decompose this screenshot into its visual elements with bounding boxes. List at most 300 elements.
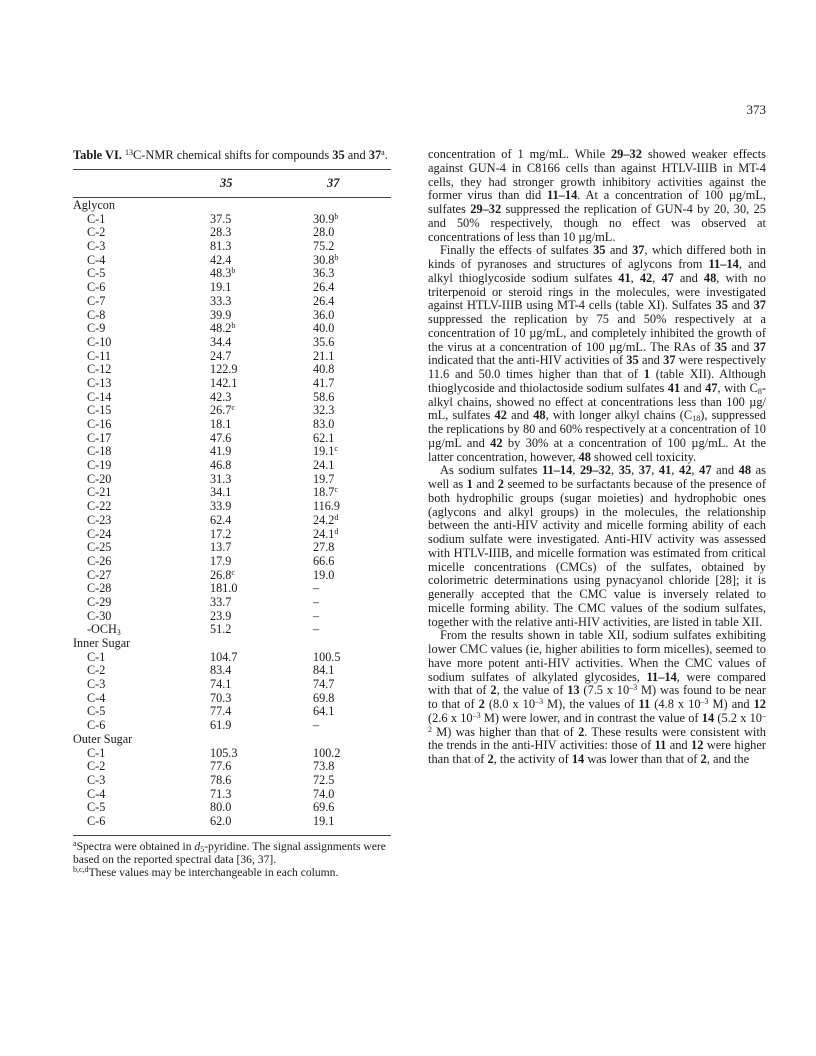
carbon-label-text: C-2 bbox=[87, 225, 106, 240]
table-row bbox=[73, 541, 391, 555]
carbon-label-text: C-27 bbox=[87, 567, 112, 582]
shift-35 bbox=[210, 760, 231, 774]
table-row bbox=[73, 418, 391, 432]
shift-35-value: 34.4 bbox=[210, 334, 232, 349]
table-row bbox=[73, 473, 391, 487]
shift-37 bbox=[313, 760, 334, 774]
shift-35-value: 61.9 bbox=[210, 718, 232, 733]
shift-37 bbox=[313, 719, 319, 733]
shift-37-value: 74.0 bbox=[313, 786, 335, 801]
shift-37 bbox=[313, 281, 334, 295]
shift-35 bbox=[210, 719, 231, 733]
shift-35-value: 33.9 bbox=[210, 499, 232, 514]
carbon-label bbox=[87, 377, 111, 391]
shift-37-value: 19.7 bbox=[313, 471, 335, 486]
shift-35 bbox=[210, 678, 231, 692]
carbon-label bbox=[87, 788, 105, 802]
carbon-label-text: C-10 bbox=[87, 334, 112, 349]
shift-37 bbox=[313, 404, 334, 418]
carbon-label-text: C-23 bbox=[87, 512, 112, 527]
shift-35 bbox=[210, 295, 231, 309]
shift-35 bbox=[210, 404, 235, 418]
shift-37 bbox=[313, 295, 334, 309]
shift-37 bbox=[313, 445, 338, 459]
carbon-label-text: C-2 bbox=[87, 663, 106, 678]
shift-35-value: 17.9 bbox=[210, 553, 232, 568]
shift-37-value: 27.8 bbox=[313, 540, 335, 555]
shift-37-value: – bbox=[313, 594, 320, 609]
shift-35-value: 70.3 bbox=[210, 690, 232, 705]
table-row bbox=[73, 582, 391, 596]
footnote-a-sub: 5 bbox=[200, 844, 205, 854]
shift-35-value: 33.3 bbox=[210, 293, 232, 308]
shift-37 bbox=[313, 774, 334, 788]
shift-37 bbox=[313, 623, 319, 637]
body-text-column bbox=[428, 148, 766, 767]
shift-37-footnote-mark: d bbox=[334, 526, 339, 536]
table-row bbox=[73, 623, 391, 637]
carbon-label-text: C-20 bbox=[87, 471, 112, 486]
carbon-label bbox=[87, 432, 111, 446]
carbon-label bbox=[87, 610, 111, 624]
table-row bbox=[73, 432, 391, 446]
carbon-label-text: C-3 bbox=[87, 239, 106, 254]
table-label: Table VI. bbox=[73, 148, 122, 162]
body-paragraph: From the results shown in table XII, sodium sulfates exhibiting lower CMC values (ie, higher abilities to form micelles), seemed to have more potent anti-HIV activities. When the CMC values of sodium sulfates of alkylated glycosides, 11–14, were compared with that of 2, the value of 13 (7.5 x $10^{-3}$ M) was found to be near to that of 2 (8.0 x $10^{-3}$ M), the values of 11 (4.8 x $10^{-3}$ M) and 12 (2.6 x $10^{-3}$ M) were lower, and in contrast the value of 14 (5.2 x $10^{-2}$ M) was higher than that of 2. These results were consistent with the trends in the anti-HIV activities: those of 11 and 12 were higher than that of 2, the activity of 14 was lower than that of 2, and the bbox=[428, 628, 767, 766]
table-row bbox=[73, 281, 391, 295]
carbon-label bbox=[87, 213, 105, 227]
shift-37-value: 30.9 bbox=[313, 211, 335, 226]
carbon-label-text: C-4 bbox=[87, 786, 106, 801]
carbon-label-text: C-30 bbox=[87, 608, 112, 623]
shift-35 bbox=[210, 473, 231, 487]
shift-37-value: 19.1 bbox=[313, 444, 335, 459]
carbon-label-text: C-13 bbox=[87, 375, 112, 390]
shift-37-footnote-mark: c bbox=[334, 444, 338, 454]
carbon-label-text: C-21 bbox=[87, 485, 112, 500]
carbon-label-text: C-22 bbox=[87, 499, 112, 514]
carbon-label bbox=[87, 678, 105, 692]
shift-37 bbox=[313, 582, 319, 596]
shift-37-value: 40.0 bbox=[313, 321, 335, 336]
carbon-label bbox=[87, 322, 105, 336]
table-row bbox=[73, 760, 391, 774]
shift-35-value: 47.6 bbox=[210, 430, 232, 445]
table-row bbox=[73, 322, 391, 336]
shift-35 bbox=[210, 226, 231, 240]
shift-37 bbox=[313, 322, 334, 336]
shift-35-value: 71.3 bbox=[210, 786, 232, 801]
table-row bbox=[73, 528, 391, 542]
shift-37 bbox=[313, 350, 334, 364]
shift-35 bbox=[210, 610, 231, 624]
carbon-label-text: C-26 bbox=[87, 553, 112, 568]
shift-37-value: 36.0 bbox=[313, 307, 335, 322]
column-header-35: 35 bbox=[220, 176, 233, 190]
footnote-a-text-1: Spectra were obtained in bbox=[76, 839, 195, 853]
carbon-label-text: C-6 bbox=[87, 813, 106, 828]
carbon-label bbox=[87, 555, 111, 569]
shift-37 bbox=[313, 459, 334, 473]
shift-35 bbox=[210, 363, 237, 377]
carbon-label-text: C-2 bbox=[87, 759, 106, 774]
shift-37-value: – bbox=[313, 581, 320, 596]
shift-35-value: 28.3 bbox=[210, 225, 232, 240]
shift-37 bbox=[313, 801, 334, 815]
table-row bbox=[73, 309, 391, 323]
shift-35-value: 77.4 bbox=[210, 704, 232, 719]
column-header-37: 37 bbox=[327, 176, 340, 190]
table-row bbox=[73, 404, 391, 418]
shift-37-footnote-mark: b bbox=[334, 211, 339, 221]
shift-37-value: 73.8 bbox=[313, 759, 335, 774]
shift-37-value: – bbox=[313, 622, 320, 637]
carbon-label bbox=[87, 528, 111, 542]
table-row bbox=[73, 363, 391, 377]
carbon-label bbox=[87, 514, 111, 528]
shift-37-value: 69.8 bbox=[313, 690, 335, 705]
table-row bbox=[73, 254, 391, 268]
shift-35 bbox=[210, 555, 231, 569]
shift-37 bbox=[313, 651, 340, 665]
shift-35 bbox=[210, 801, 231, 815]
shift-37-value: 75.2 bbox=[313, 239, 335, 254]
carbon-label bbox=[87, 719, 105, 733]
carbon-label-text: C-1 bbox=[87, 211, 106, 226]
body-paragraph: concentration of 1 mg/mL. While 29–32 showed weaker effects against GUN-4 in C8166 cells than against HTLV-IIIB in MT-4 cells, they had stronger growth inhibitory activities against the former virus than did 11–14. At a concentration of 100 µg/mL, sulfates 29–32 suppressed the replication of GUN-4 by 20, 30, 25 and 50% respectively, though no effect was observed at concentrations of less than 10 µg/mL. bbox=[428, 147, 766, 244]
shift-35 bbox=[210, 664, 231, 678]
shift-37 bbox=[313, 500, 340, 514]
shift-35 bbox=[210, 596, 231, 610]
table-bottom-rule bbox=[73, 835, 391, 836]
table-row bbox=[73, 569, 391, 583]
shift-35-value: 74.1 bbox=[210, 677, 232, 692]
shift-37 bbox=[313, 486, 338, 500]
carbon-label bbox=[87, 774, 105, 788]
shift-37 bbox=[313, 528, 338, 542]
body-paragraph: As sodium sulfates 11–14, 29–32, 35, 37, 41, 42, 47 and 48 as well as 1 and 2 seemed to be surfactants because of the presence of both hydrophilic groups (sugar moieties) and hydrophobic ones (aglycons and alkyl groups) in the molecules, the relationship between the anti-HIV activity and micelle forming ability of each sodium sulfate were investigated. Anti-HIV activity was assessed with HTLV-IIIB, and micelle formation was estimated from critical micelle concentrations (CMCs) of the sulfates, obtained by colorimetric determinations using pynacyanol chloride [28]; it is generally accepted that the CMC value is inversely related to micelle forming ability. The CMC values of the sodium sulfates, together with the relative anti-HIV activities, are listed in table XII. bbox=[428, 463, 766, 629]
carbon-label-text: C-4 bbox=[87, 252, 106, 267]
carbon-label bbox=[87, 336, 111, 350]
shift-35 bbox=[210, 747, 237, 761]
shift-35-value: 51.2 bbox=[210, 622, 232, 637]
shift-35 bbox=[210, 254, 231, 268]
shift-37 bbox=[313, 678, 334, 692]
shift-37-value: 24.1 bbox=[313, 458, 335, 473]
shift-37-value: 64.1 bbox=[313, 704, 335, 719]
shift-37-value: 116.9 bbox=[313, 499, 340, 514]
shift-37-footnote-mark: c bbox=[334, 485, 338, 495]
shift-35 bbox=[210, 774, 231, 788]
carbon-label bbox=[87, 391, 111, 405]
carbon-label bbox=[87, 569, 111, 583]
shift-37-value: 19.0 bbox=[313, 567, 335, 582]
shift-35-value: 77.6 bbox=[210, 759, 232, 774]
shift-35-footnote-mark: c bbox=[231, 403, 235, 413]
caption-compound-2: 37 bbox=[368, 148, 382, 162]
carbon-label bbox=[87, 281, 105, 295]
page-number: 373 bbox=[746, 102, 766, 117]
carbon-label bbox=[87, 623, 121, 637]
shift-37 bbox=[313, 418, 334, 432]
shift-37 bbox=[313, 226, 334, 240]
shift-37-value: 66.6 bbox=[313, 553, 335, 568]
table-section-title: Inner Sugar bbox=[73, 636, 131, 650]
carbon-label bbox=[87, 815, 105, 829]
table-row bbox=[73, 350, 391, 364]
carbon-label-text: C-1 bbox=[87, 745, 106, 760]
shift-35 bbox=[210, 528, 231, 542]
shift-35 bbox=[210, 309, 231, 323]
footnote-bcd-mark: b,c,d bbox=[73, 865, 89, 875]
shift-37 bbox=[313, 692, 334, 706]
caption-and: and bbox=[344, 148, 369, 162]
shift-37-value: 32.3 bbox=[313, 403, 335, 418]
shift-35 bbox=[210, 267, 235, 281]
shift-35-value: 37.5 bbox=[210, 211, 232, 226]
carbon-label bbox=[87, 541, 111, 555]
table-row bbox=[73, 213, 391, 227]
carbon-label-text: C-15 bbox=[87, 403, 112, 418]
table-row bbox=[73, 486, 391, 500]
table-row bbox=[73, 391, 391, 405]
carbon-label bbox=[87, 267, 105, 281]
table-row bbox=[73, 788, 391, 802]
shift-37 bbox=[313, 267, 334, 281]
shift-37 bbox=[313, 432, 334, 446]
carbon-label-text: -OCH bbox=[87, 622, 117, 637]
caption-isotope: 13 bbox=[125, 148, 134, 157]
caption-compound-1: 35 bbox=[332, 148, 345, 162]
shift-35-value: 42.4 bbox=[210, 252, 232, 267]
shift-35-value: 81.3 bbox=[210, 239, 232, 254]
shift-35 bbox=[210, 514, 231, 528]
shift-35-value: 41.9 bbox=[210, 444, 232, 459]
shift-37-value: 19.1 bbox=[313, 813, 335, 828]
carbon-label-text: C-5 bbox=[87, 704, 106, 719]
carbon-label-text: C-24 bbox=[87, 526, 112, 541]
shift-37-value: 26.4 bbox=[313, 293, 335, 308]
shift-35-value: 17.2 bbox=[210, 526, 232, 541]
shift-37 bbox=[313, 514, 338, 528]
table-footnote-bcd bbox=[73, 866, 391, 879]
carbon-label bbox=[87, 350, 111, 364]
table-footnote-a bbox=[73, 840, 391, 867]
table-caption bbox=[73, 148, 391, 163]
shift-35-value: 48.2 bbox=[210, 321, 232, 336]
shift-35-value: 42.3 bbox=[210, 389, 232, 404]
shift-37 bbox=[313, 377, 334, 391]
table-row bbox=[73, 774, 391, 788]
footnote-bcd-text: These values may be interchangeable in each column. bbox=[88, 866, 339, 880]
carbon-label bbox=[87, 445, 111, 459]
shift-35 bbox=[210, 582, 237, 596]
shift-37-value: – bbox=[313, 608, 320, 623]
shift-37 bbox=[313, 555, 334, 569]
shift-37-value: 21.1 bbox=[313, 348, 335, 363]
shift-37 bbox=[313, 664, 334, 678]
table-row bbox=[73, 651, 391, 665]
carbon-label bbox=[87, 582, 111, 596]
shift-35-value: 26.7 bbox=[210, 403, 232, 418]
shift-37-value: 40.8 bbox=[313, 362, 335, 377]
shift-35-value: 19.1 bbox=[210, 280, 232, 295]
shift-37 bbox=[313, 213, 338, 227]
shift-35 bbox=[210, 377, 237, 391]
shift-35-value: 26.8 bbox=[210, 567, 232, 582]
shift-35 bbox=[210, 623, 231, 637]
shift-35-value: 105.3 bbox=[210, 745, 238, 760]
table-row bbox=[73, 267, 391, 281]
carbon-label bbox=[87, 418, 111, 432]
shift-35-value: 48.3 bbox=[210, 266, 232, 281]
carbon-label bbox=[87, 404, 111, 418]
table-row bbox=[73, 610, 391, 624]
table-row bbox=[73, 815, 391, 829]
shift-35 bbox=[210, 459, 231, 473]
carbon-label-text: C-12 bbox=[87, 362, 112, 377]
carbon-label bbox=[87, 651, 105, 665]
table-row bbox=[73, 500, 391, 514]
table-row bbox=[73, 747, 391, 761]
footnote-a-italic: d bbox=[194, 839, 201, 853]
shift-35 bbox=[210, 815, 231, 829]
caption-footnote-mark: a bbox=[381, 148, 385, 157]
table-header-row bbox=[73, 170, 391, 197]
shift-35-value: 39.9 bbox=[210, 307, 232, 322]
carbon-label bbox=[87, 226, 105, 240]
shift-37 bbox=[313, 541, 334, 555]
footnote-a-mark: a bbox=[73, 838, 77, 848]
shift-35-value: 62.0 bbox=[210, 813, 232, 828]
carbon-label-text: C-28 bbox=[87, 581, 112, 596]
carbon-label-sub: 3 bbox=[116, 628, 121, 638]
table-row bbox=[73, 336, 391, 350]
shift-37-value: 74.7 bbox=[313, 677, 335, 692]
table-row bbox=[73, 226, 391, 240]
shift-37 bbox=[313, 473, 334, 487]
carbon-label-text: C-11 bbox=[87, 348, 111, 363]
shift-37-value: 83.0 bbox=[313, 417, 335, 431]
caption-end: . bbox=[384, 148, 388, 162]
shift-35-value: 24.7 bbox=[210, 348, 232, 363]
shift-35 bbox=[210, 240, 231, 254]
footnote-a-text-2: -pyridine. The signal assignments were based on the reported spectral data [36, 37]. bbox=[73, 839, 386, 867]
table-row bbox=[73, 801, 391, 815]
carbon-label bbox=[87, 760, 105, 774]
shift-35-value: 33.7 bbox=[210, 594, 232, 609]
table-row bbox=[73, 678, 391, 692]
shift-35-value: 62.4 bbox=[210, 512, 232, 527]
table-row bbox=[73, 240, 391, 254]
shift-35-value: 34.1 bbox=[210, 485, 232, 500]
shift-35 bbox=[210, 705, 231, 719]
body-paragraph: Finally the effects of sulfates 35 and 37, which differed both in kinds of pyranoses and structures of aglycons from 11–14, and alkyl thioglycoside sodium sulfates 41, 42, 47 and 48, with no triterpenoid or steroid rings in the molecules, were investigated against HTLV-IIIB using MT-4 cells (table XI). Sulfates 35 and 37 suppressed the replication by 75 and 50% respectively at a concentration of 10 µg/mL, and completely inhibited the growth of the virus at a concentration of 100 µg/mL. The RAs of 35 and 37 indicated that the anti-HIV activities of 35 and 37 were respectively 11.6 and 50.0 times higher than that of 1 (table XII). Although thioglycoside and thiolactoside sodium sulfates 41 and 47, with $C_8$-alkyl chains, showed no effect at concentrations less than 100 µg/ mL, sulfates 42 and 48, with longer alkyl chains $(C_{18})$, suppressed the replications by 80 and 60% respectively at a concentration of 10 µg/mL and 42 by 30% at a concentration of 100 µg/mL. At the latter concentration, however, 48 showed cell toxicity. bbox=[428, 243, 766, 464]
shift-37 bbox=[313, 254, 338, 268]
table-row bbox=[73, 377, 391, 391]
carbon-label-text: C-18 bbox=[87, 444, 112, 459]
carbon-label bbox=[87, 596, 111, 610]
carbon-label-text: C-16 bbox=[87, 417, 112, 431]
shift-35 bbox=[210, 651, 237, 665]
shift-37-value: – bbox=[313, 718, 320, 733]
table-row bbox=[73, 459, 391, 473]
table-row bbox=[73, 555, 391, 569]
shift-35-value: 18.1 bbox=[210, 417, 232, 431]
shift-37-footnote-mark: d bbox=[334, 512, 339, 522]
shift-37-footnote-mark: b bbox=[334, 252, 339, 262]
shift-37-value: 26.4 bbox=[313, 280, 335, 295]
table-vi bbox=[73, 148, 391, 880]
shift-35-value: 78.6 bbox=[210, 772, 232, 787]
shift-35-value: 23.9 bbox=[210, 608, 232, 623]
carbon-label-text: C-19 bbox=[87, 458, 112, 473]
carbon-label-text: C-8 bbox=[87, 307, 106, 322]
shift-35 bbox=[210, 432, 231, 446]
table-row bbox=[73, 705, 391, 719]
shift-35 bbox=[210, 322, 235, 336]
carbon-label bbox=[87, 500, 111, 514]
caption-text: C-NMR chemical shifts for compounds bbox=[133, 148, 333, 162]
carbon-label-text: C-3 bbox=[87, 772, 106, 787]
shift-37 bbox=[313, 815, 334, 829]
carbon-label bbox=[87, 295, 105, 309]
shift-35 bbox=[210, 281, 231, 295]
shift-35-value: 80.0 bbox=[210, 800, 232, 815]
table-row bbox=[73, 692, 391, 706]
shift-37-value: 100.2 bbox=[313, 745, 341, 760]
shift-37-value: 24.2 bbox=[313, 512, 335, 527]
shift-35 bbox=[210, 418, 231, 432]
shift-35 bbox=[210, 788, 231, 802]
carbon-label bbox=[87, 254, 105, 268]
shift-37-value: 18.7 bbox=[313, 485, 335, 500]
carbon-label-text: C-29 bbox=[87, 594, 112, 609]
carbon-label-text: C-9 bbox=[87, 321, 106, 336]
shift-37-value: 36.3 bbox=[313, 266, 335, 281]
shift-37-value: 84.1 bbox=[313, 663, 335, 678]
carbon-label bbox=[87, 459, 111, 473]
carbon-label-text: C-14 bbox=[87, 389, 112, 404]
table-body bbox=[73, 198, 391, 829]
carbon-label-text: C-17 bbox=[87, 430, 112, 445]
shift-37 bbox=[313, 363, 334, 377]
carbon-label-text: C-6 bbox=[87, 718, 106, 733]
shift-35 bbox=[210, 391, 231, 405]
shift-37-value: 28.0 bbox=[313, 225, 335, 240]
shift-35-footnote-mark: c bbox=[231, 567, 235, 577]
carbon-label-text: C-5 bbox=[87, 800, 106, 815]
shift-35-value: 142.1 bbox=[210, 375, 238, 390]
shift-37 bbox=[313, 747, 340, 761]
shift-35-value: 31.3 bbox=[210, 471, 232, 486]
shift-37-value: 30.8 bbox=[313, 252, 335, 267]
shift-37 bbox=[313, 336, 334, 350]
carbon-label bbox=[87, 309, 105, 323]
shift-35-value: 13.7 bbox=[210, 540, 232, 555]
carbon-label bbox=[87, 473, 111, 487]
shift-35 bbox=[210, 336, 231, 350]
carbon-label-text: C-3 bbox=[87, 677, 106, 692]
shift-35-footnote-mark: b bbox=[231, 321, 236, 331]
shift-37 bbox=[313, 309, 334, 323]
carbon-label bbox=[87, 486, 111, 500]
carbon-label bbox=[87, 363, 111, 377]
shift-35 bbox=[210, 445, 231, 459]
table-row bbox=[73, 596, 391, 610]
shift-37-value: 58.6 bbox=[313, 389, 335, 404]
shift-37 bbox=[313, 569, 334, 583]
